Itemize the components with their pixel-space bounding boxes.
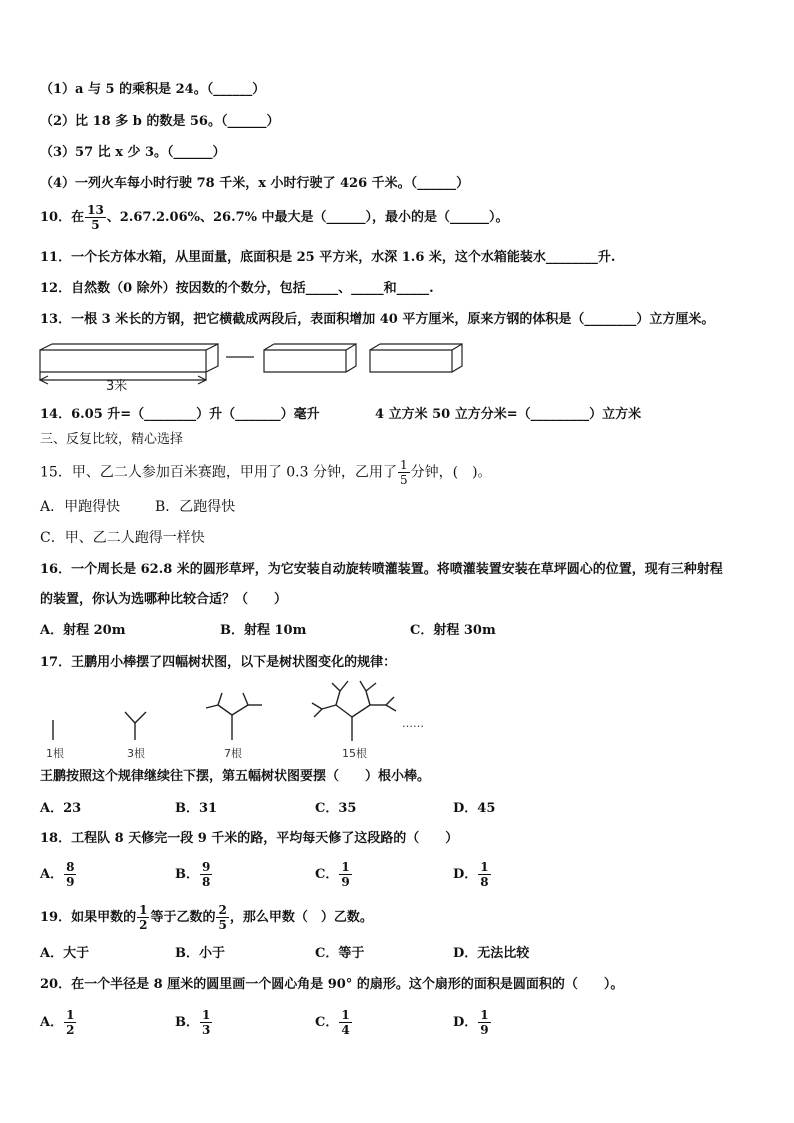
question-10 <box>40 203 509 232</box>
question-15 <box>40 458 492 487</box>
q15-prefix: 15．甲、乙二人参加百米赛跑，甲用了 0.3 分钟，乙用了 <box>40 464 397 481</box>
q18-b-fraction <box>200 860 212 889</box>
q19-part2: 等于乙数的 <box>150 910 216 925</box>
q16-option-c[interactable]: C．射程 30m <box>410 623 496 638</box>
q18-option-b[interactable] <box>175 860 213 889</box>
q10-prefix: 10．在 <box>40 210 85 225</box>
q18-b-num: 9 <box>202 860 211 874</box>
q15-option-b[interactable]: B．乙跑得快 <box>155 499 236 515</box>
question-11: 11．一个长方体水箱，从里面量，底面积是 25 平方米，水深 1.6 米，这个水箱能装水________升. <box>40 250 616 265</box>
q19-frac2-den: 5 <box>218 918 227 932</box>
question-17: 17．王鹏用小棒摆了四幅树状图，以下是树状图变化的规律： <box>40 655 397 670</box>
q18-d-den: 8 <box>480 875 489 889</box>
question-13: 13．一根 3 米长的方钢，把它横截成两段后，表面积增加 40 平方厘米，原来方钢的体积是（________）立方厘米。 <box>40 312 715 327</box>
q18-a-num: 8 <box>66 860 75 874</box>
tree-2 <box>125 712 146 740</box>
question-18: 18．工程队 8 天修完一段 9 千米的路，平均每天修了这段路的（ ） <box>40 831 459 846</box>
q19-option-c[interactable]: C．等于 <box>315 946 365 961</box>
q18-d-letter: D． <box>453 867 478 882</box>
q20-b-letter: B． <box>175 1015 199 1030</box>
q20-d-den: 9 <box>480 1023 489 1037</box>
sub-item-1: （1）a 与 5 的乘积是 24。（______） <box>40 82 266 97</box>
q20-d-fraction <box>478 1008 490 1037</box>
q19-frac1-num: 1 <box>139 903 148 917</box>
q15-option-c[interactable]: C．甲、乙二人跑得一样快 <box>40 530 205 546</box>
q20-option-d[interactable] <box>453 1008 492 1037</box>
q20-option-b[interactable] <box>175 1008 213 1037</box>
q19-part3: ，那么甲数（ ）乙数。 <box>229 910 373 925</box>
question-14a: 14．6.05 升=（________）升（_______）毫升 <box>40 407 320 422</box>
q18-option-a[interactable] <box>40 860 77 889</box>
q10-fraction <box>85 203 106 232</box>
tree-3-label: 7根 <box>224 747 242 760</box>
q20-b-num: 1 <box>202 1008 211 1022</box>
q20-a-letter: A． <box>40 1015 64 1030</box>
q17-option-b[interactable]: B．31 <box>175 801 218 816</box>
q18-d-fraction <box>478 860 490 889</box>
q18-a-fraction <box>64 860 76 889</box>
q18-c-num: 1 <box>341 860 350 874</box>
question-16-line2: 的装置，你认为选哪种比较合适？（ ） <box>40 592 288 607</box>
q17-option-d[interactable]: D．45 <box>453 801 496 816</box>
q20-c-fraction <box>339 1008 351 1037</box>
q19-option-d[interactable]: D．无法比较 <box>453 946 530 961</box>
q18-a-letter: A． <box>40 867 64 882</box>
question-20: 20．在一个半径是 8 厘米的圆里画一个圆心角是 90° 的扇形。这个扇形的面积是圆面积的（ ）。 <box>40 977 624 992</box>
section-3-heading: 三、反复比较，精心选择 <box>40 432 184 447</box>
q20-d-letter: D． <box>453 1015 478 1030</box>
q16-option-a[interactable]: A．射程 20m <box>40 623 126 638</box>
q19-frac2-num: 2 <box>218 903 227 917</box>
q20-b-den: 3 <box>202 1023 211 1037</box>
q15-frac-den: 5 <box>399 473 408 487</box>
tree-2-label: 3根 <box>127 747 145 760</box>
sub-item-4: （4）一列火车每小时行驶 78 千米，x 小时行驶了 426 千米。（______） <box>40 176 470 191</box>
q15-suffix: 分钟，( )。 <box>410 464 492 481</box>
q18-c-den: 9 <box>341 875 350 889</box>
tree-diagram-figure <box>36 675 446 765</box>
sub-item-2: （2）比 18 多 b 的数是 56。（______） <box>40 114 280 129</box>
steel-bar-figure <box>36 340 466 392</box>
q20-option-c[interactable] <box>315 1008 353 1037</box>
q18-d-num: 1 <box>480 860 489 874</box>
q19-frac1-den: 2 <box>139 918 148 932</box>
q16-option-b[interactable]: B．射程 10m <box>220 623 307 638</box>
q20-c-num: 1 <box>341 1008 350 1022</box>
q15-frac-num: 1 <box>399 458 408 472</box>
q19-fraction-2 <box>216 903 228 932</box>
q10-suffix: 、2.67.2.06%、26.7% 中最大是（______），最小的是（______）。 <box>106 210 509 225</box>
q10-frac-den: 5 <box>91 218 100 232</box>
tree-4-label: 15根 <box>342 747 367 760</box>
q19-option-a[interactable]: A．大于 <box>40 946 90 961</box>
long-bar <box>40 344 218 372</box>
q20-c-letter: C． <box>315 1015 339 1030</box>
tree-4 <box>312 681 396 741</box>
question-17b: 王鹏按照这个规律继续往下摆，第五幅树状图要摆（ ）根小棒。 <box>40 769 431 784</box>
bar-length-label: 3米 <box>106 379 128 392</box>
q18-a-den: 9 <box>66 875 75 889</box>
q10-frac-num: 13 <box>87 203 104 217</box>
q20-b-fraction <box>200 1008 212 1037</box>
q20-a-num: 1 <box>66 1008 75 1022</box>
q18-b-letter: B． <box>175 867 199 882</box>
q17-option-c[interactable]: C．35 <box>315 801 357 816</box>
q18-c-letter: C． <box>315 867 339 882</box>
q15-fraction <box>398 458 410 487</box>
q20-option-a[interactable] <box>40 1008 77 1037</box>
q19-option-b[interactable]: B．小于 <box>175 946 225 961</box>
q18-b-den: 8 <box>202 875 211 889</box>
q19-fraction-1 <box>137 903 149 932</box>
q15-option-a[interactable]: A．甲跑得快 <box>40 499 121 515</box>
q17-option-a[interactable]: A．23 <box>40 801 82 816</box>
q20-c-den: 4 <box>341 1023 350 1037</box>
continuation-dots: …… <box>402 717 424 730</box>
question-19 <box>40 903 373 932</box>
sub-item-3: （3）57 比 x 少 3。（______） <box>40 145 226 160</box>
q18-option-d[interactable] <box>453 860 492 889</box>
q20-a-den: 2 <box>66 1023 75 1037</box>
q19-part1: 19．如果甲数的 <box>40 910 137 925</box>
question-14b: 4 立方米 50 立方分米=（_________）立方米 <box>375 407 642 422</box>
q18-option-c[interactable] <box>315 860 353 889</box>
q20-a-fraction <box>64 1008 76 1037</box>
tree-3 <box>206 693 262 740</box>
q20-d-num: 1 <box>480 1008 489 1022</box>
question-12: 12．自然数（0 除外）按因数的个数分，包括_____、_____和_____. <box>40 281 434 296</box>
question-16-line1: 16．一个周长是 62.8 米的圆形草坪，为它安装自动旋转喷灌装置。将喷灌装置安装在草坪圆心的位置，现有三种射程 <box>40 562 723 577</box>
piece-2 <box>370 344 462 372</box>
tree-1-label: 1根 <box>46 747 64 760</box>
q18-c-fraction <box>339 860 351 889</box>
piece-1 <box>264 344 356 372</box>
